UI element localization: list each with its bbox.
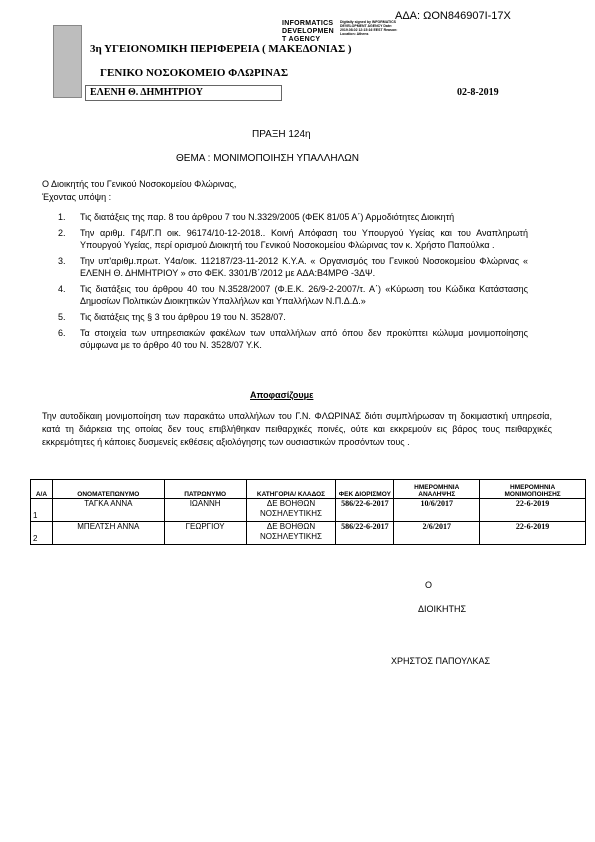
list-item-text: Τα στοιχεία των υπηρεσιακών φακέλων των υπαλλήλων από όπου δεν προκύπτει κώλυμα μονιμοποίησης σύμφωνα με το άρθρο 40 του Ν. 3528/07 Υ.Κ. <box>80 328 528 350</box>
signatory-name: ΧΡΗΣΤΟΣ ΠΑΠΟΥΛΚΑΣ <box>391 656 491 666</box>
employees-table <box>30 479 586 545</box>
stamp-details: Digitally signed by INFORMATICS DEVELOPMENT AGENCY Date: 2019.08.02 12:15:16 EEST Reason: Location: Athens <box>340 20 398 36</box>
col-header: Α/Α <box>31 480 53 499</box>
list-item <box>58 283 528 307</box>
list-item-number: 6. <box>58 328 66 338</box>
col-header: ΠΑΤΡΩΝΥΜΟ <box>164 480 246 499</box>
list-item-text: Την αριθμ. Γ4β/Γ.Π οικ. 96174/10-12-2018.. Κοινή Απόφαση του Υπουργού Υγείας και του Αναπληρωτή Υπουργού Υγείας, περί ορισμού Διοικητή του Γενικού Νοσοκομείου Φλώρινας τον κ. Χρήστο Παπούλκα . <box>80 228 528 250</box>
signature-article: Ο <box>425 580 433 590</box>
list-item <box>58 227 528 251</box>
cell-patronym: ΓΕΩΡΓΙΟΥ <box>164 522 246 545</box>
cell-aa: 2 <box>31 522 53 545</box>
list-item-number: 2. <box>58 228 66 238</box>
col-header: ΗΜΕΡΟΜΗΝΙΑ ΜΟΝΙΜΟΠΟΙΗΣΗΣ <box>480 480 586 499</box>
cell-patronym: ΙΩΑΝΝΗ <box>164 499 246 522</box>
hospital-name: ΕΛΕΝΗ Θ. ΔΗΜΗΤΡΙΟΥ <box>90 87 203 98</box>
cell-name: ΜΠΕΛΤΣΗ ΑΝΝΑ <box>52 522 164 545</box>
cell-start-date: 10/6/2017 <box>394 499 480 522</box>
ada-code: ΑΔΑ: ΩΟΝ846907Ι-17Χ <box>395 10 511 22</box>
col-header: ΟΝΟΜΑΤΕΠΩΝΥΜΟ <box>52 480 164 499</box>
cell-category: ΔΕ ΒΟΗΘΩΝ ΝΟΣΗΛΕΥΤΙΚΗΣ <box>246 522 336 545</box>
col-header: ΦΕΚ ΔΙΟΡΙΣΜΟΥ <box>336 480 394 499</box>
list-item-number: 5. <box>58 312 66 322</box>
table-row <box>31 499 586 522</box>
cell-fek: 586/22-6-2017 <box>336 499 394 522</box>
list-item-number: 1. <box>58 212 66 222</box>
list-item <box>58 211 528 223</box>
stamp-line-1: INFORMATICS <box>282 20 334 27</box>
cell-fek: 586/22-6-2017 <box>336 522 394 545</box>
cell-start-date: 2/6/2017 <box>394 522 480 545</box>
list-item-number: 3. <box>58 256 66 266</box>
cell-aa: 1 <box>31 499 53 522</box>
list-item-text: Τις διατάξεις της παρ. 8 του άρθρου 7 του Ν.3329/2005 (ΦΕΚ 81/05 Α΄) Αρμοδιότητες Διοικητή <box>80 212 455 222</box>
act-number: ΠΡΑΞΗ 124η <box>252 129 311 140</box>
list-item <box>58 327 528 351</box>
table-header-row <box>31 480 586 499</box>
table-row <box>31 522 586 545</box>
cell-permanent-date: 22-6-2019 <box>480 522 586 545</box>
list-item-text: Την υπ'αριθμ.πρωτ. Υ4α/οικ. 112187/23-11-2012 Κ.Υ.Α. « Οργανισμός του Γενικού Νοσοκομείου Φλώρινας « ΕΛΕΝΗ Θ. ΔΗΜΗΤΡΙΟΥ » στο ΦΕΚ. 3301/Β΄/2012 με ΑΔΑ:Β4ΜΡΘ -3ΔΨ. <box>80 256 528 278</box>
stamp-line-3: T AGENCY <box>282 36 321 43</box>
list-item-text: Τις διατάξεις της § 3 του άρθρου 19 του Ν. 3528/07. <box>80 312 286 322</box>
digital-signature-stamp <box>282 20 334 44</box>
cell-name: ΤΑΓΚΑ ΑΝΝΑ <box>52 499 164 522</box>
intro-line-2: Έχοντας υπόψη : <box>42 192 112 202</box>
intro-line-1: Ο Διοικητής του Γενικού Νοσοκομείου Φλώρινας, <box>42 179 237 189</box>
stamp-line-2: DEVELOPMEN <box>282 28 335 35</box>
decision-heading: Αποφασίζουμε <box>250 390 314 400</box>
cell-category: ΔΕ ΒΟΗΘΩΝ ΝΟΣΗΛΕΥΤΙΚΗΣ <box>246 499 336 522</box>
decision-paragraph: Την αυτοδίκαιη μονιμοποίηση των παρακάτω υπαλλήλων του Γ.Ν. ΦΛΩΡΙΝΑΣ διότι συμπλήρωσαν τη δοκιμαστική υπηρεσία, κατά τη διάρκεια της οποίας δεν τους επιβλήθηκαν πειθαρχικές ποινές, ούτε και εκκρεμούν εις βάρος τους πειθαρχικές εκκρεμότητες ή κάποιες δυσμενείς εκθέσεις αξιολόγησης των ουσιαστικών προσόντων τους . <box>42 411 552 447</box>
health-region-title: 3η ΥΓΕΙΟΝΟΜΙΚΗ ΠΕΡΙΦΕΡΕΙΑ ( ΜΑΚΕΔΟΝΙΑΣ ) <box>90 43 352 55</box>
list-item <box>58 311 528 323</box>
col-header: ΚΑΤΗΓΟΡΙΑ/ ΚΛΑΔΟΣ <box>246 480 336 499</box>
signature-title: ΔΙΟΙΚΗΤΗΣ <box>418 604 467 614</box>
list-item <box>58 255 528 279</box>
list-item-number: 4. <box>58 284 66 294</box>
subject-line: ΘΕΜΑ : ΜΟΝΙΜΟΠΟΙΗΣΗ ΥΠΑΛΛΗΛΩΝ <box>176 153 359 164</box>
cell-permanent-date: 22-6-2019 <box>480 499 586 522</box>
considerations-list <box>58 211 528 355</box>
list-item-text: Τις διατάξεις του άρθρου 40 του Ν.3528/2007 (Φ.Ε.Κ. 26/9-2-2007/τ. Α΄) «Κύρωση του Κώδικα Κατάστασης Δημοσίων Πολιτικών Διοικητικών Υπαλλήλων και Υπαλλήλων Ν.Π.Δ.Δ.» <box>80 284 528 306</box>
col-header: ΗΜΕΡΟΜΗΝΙΑ ΑΝΑΛΗΨΗΣ <box>394 480 480 499</box>
hospital-title: ΓΕΝΙΚΟ ΝΟΣΟΚΟΜΕΙΟ ΦΛΩΡΙΝΑΣ <box>100 67 289 79</box>
document-date: 02-8-2019 <box>457 87 499 98</box>
coat-of-arms-logo <box>53 25 82 98</box>
